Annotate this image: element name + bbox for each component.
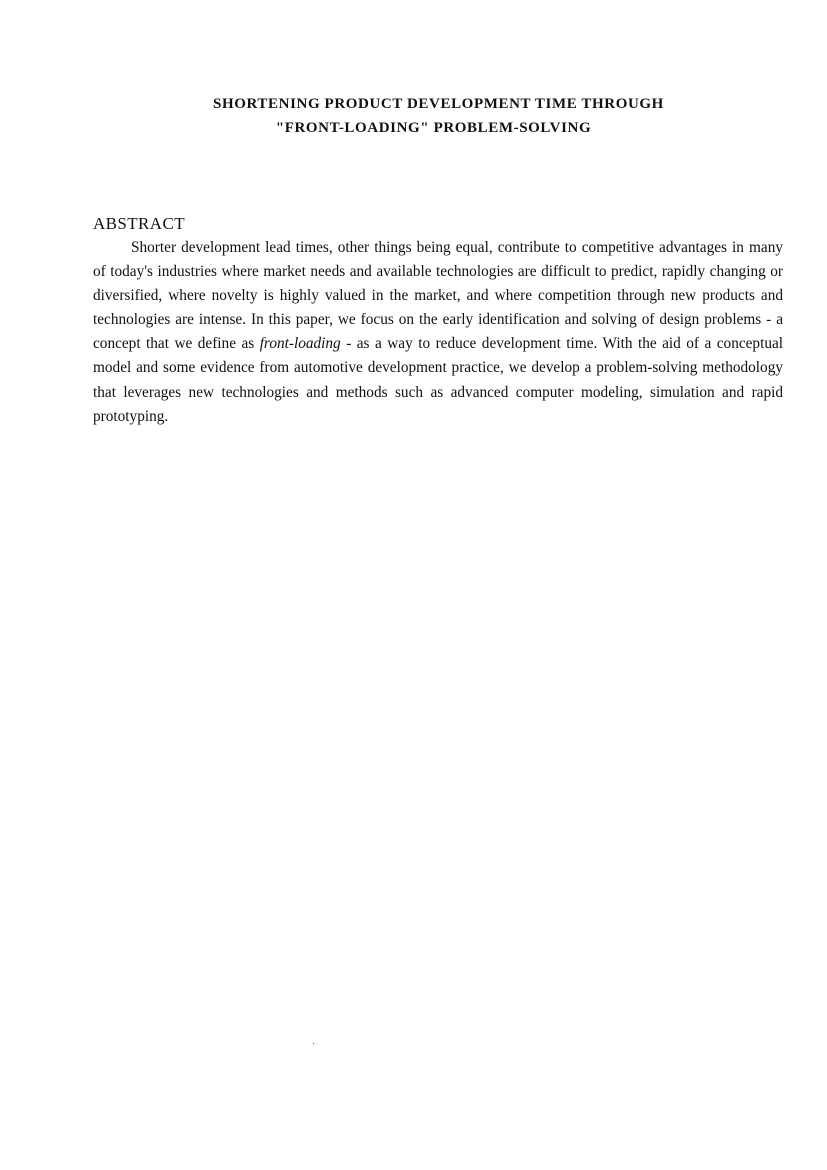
abstract-text-part-1: Shorter development lead times, other things being equal, contribute to competitive advantages in many of today's industries where market needs and available technologies are difficult to predict, rapidly changing or diversified, where novelty is highly valued in the market, and where competition through new products and technologies are intense. In this paper, we focus on the early identification and solving of design problems - a concept that we define as — [93, 239, 783, 353]
abstract-paragraph — [93, 236, 783, 429]
title-line-1: SHORTENING PRODUCT DEVELOPMENT TIME THROUGH — [213, 96, 664, 112]
abstract-section — [93, 212, 783, 429]
abstract-text-part-2: - as a way to reduce development time. With the aid of a conceptual model and some evidence from automotive development practice, we develop a problem-solving methodology that leverages new technologies and methods such as advanced computer modeling, simulation and rapid prototyping. — [93, 335, 784, 425]
title-line-2: "FRONT-LOADING" PROBLEM-SOLVING — [275, 120, 592, 136]
paper-title — [0, 92, 827, 140]
scan-speck — [313, 1043, 314, 1044]
abstract-heading: ABSTRACT — [93, 214, 185, 233]
abstract-emphasis-term: front-loading — [259, 335, 341, 353]
